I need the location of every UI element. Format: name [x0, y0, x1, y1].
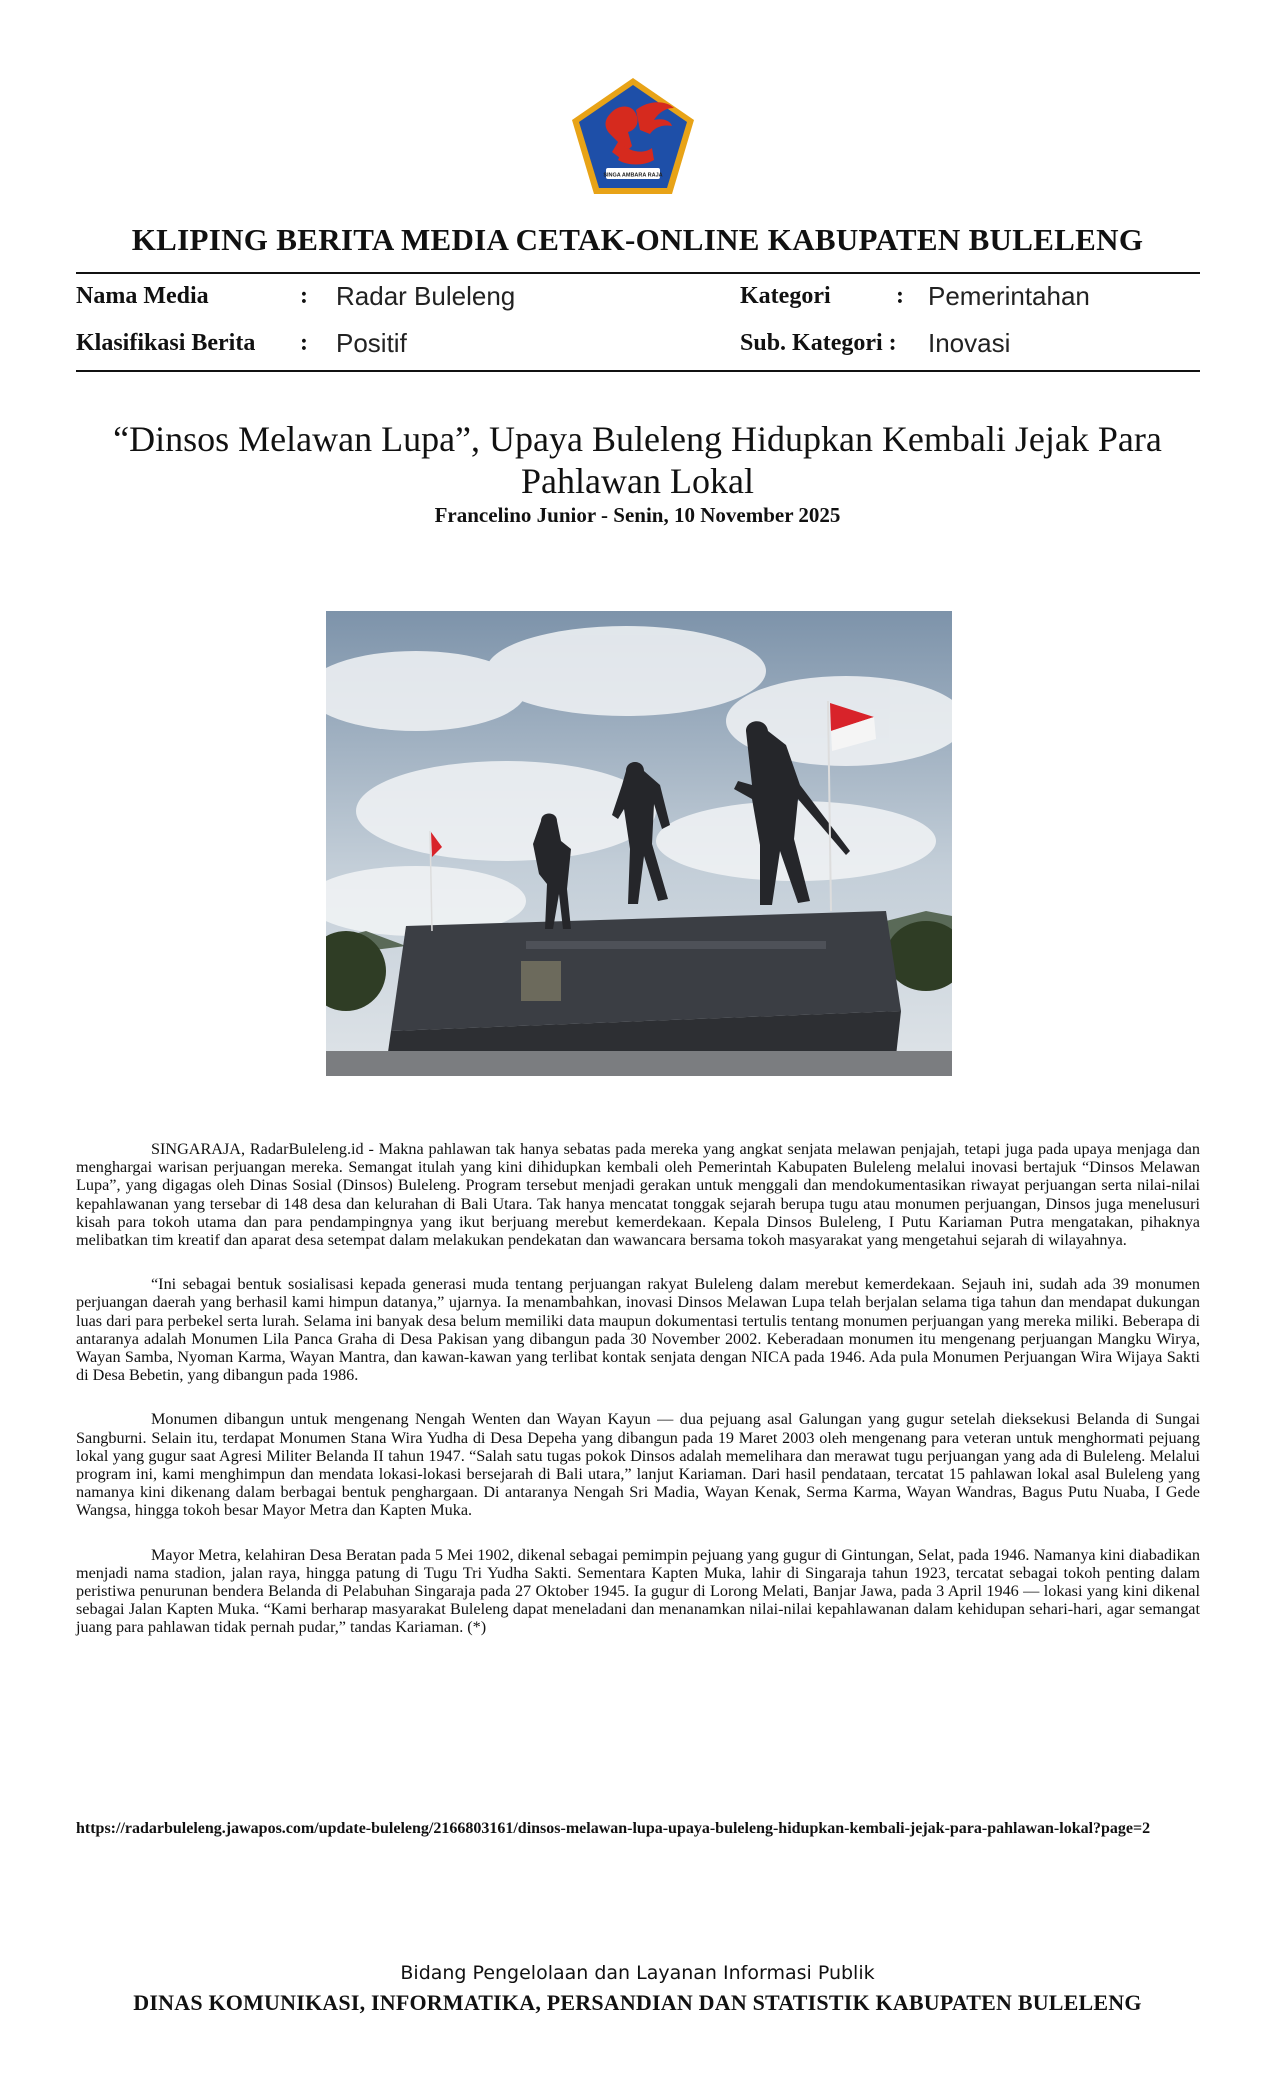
article-paragraph: Monumen dibangun untuk mengenang Nengah Wenten dan Wayan Kayun — dua pejuang asal Galungan yang gugur setelah dieksekusi Belanda di Sungai Sangburni. Selain itu, terdapat Monumen Stana Wira Yudha di Desa Depeha yang dibangun pada 19 Maret 2003 oleh mengenang para veteran untuk menghormati pejuang lokal yang gugur saat Agresi Militer Belanda II tahun 1947. “Salah satu tugas pokok Dinsos adalah memelihara dan merawat tugu perjuangan yang ada di Buleleng. Melalui program ini, kami menghimpun dan mendata lokasi-lokasi bersejarah di Bali utara,” lanjut Kariaman. Dari hasil pendataan, tercatat 15 pahlawan lokal asal Buleleng yang namanya kini dikenang dalam berbagai bentuk penghargaan. Di antaranya Nengah Sri Madia, Wayan Kenak, Serma Karma, Wayan Wandras, Bagus Putu Nuaba, I Gede Wangsa, hingga tokoh besar Mayor Metra dan Kapten Muka. [76, 1410, 1200, 1520]
nama-media-value: Radar Buleleng [336, 281, 516, 311]
header-divider-bottom [76, 370, 1200, 372]
nama-media-label: Nama Media [76, 283, 209, 309]
footer-agency: DINAS KOMUNIKASI, INFORMATIKA, PERSANDIAN DAN STATISTIK KABUPATEN BULELENG [133, 1990, 1142, 2015]
article-paragraph: Mayor Metra, kelahiran Desa Beratan pada 5 Mei 1902, dikenal sebagai pemimpin pejuang yang gugur di Gintungan, Selat, pada 1946. Namanya kini diabadikan menjadi nama stadion, jalan raya, hingga patung di Tugu Tri Yudha Sakti. Sementara Kapten Muka, lahir di Singaraja tahun 1923, tercatat sebagai tokoh penting dalam peristiwa penurunan bendera Belanda di Pelabuhan Singaraja pada 27 Oktober 1945. Ia gugur di Lorong Melati, Banjar Jawa, pada 3 April 1946 — lokasi yang kini dikenal sebagai Jalan Kapten Muka. “Kami berharap masyarakat Buleleng dapat meneladani dan menanamkan nilai-nilai kepahlawanan dalam kehidupan sehari-hari, agar semangat juang para pahlawan tidak pernah pudar,” tandas Kariaman. (*) [76, 1545, 1200, 1637]
kategori-colon: : [896, 283, 904, 309]
header-divider-top [76, 272, 1200, 274]
klasifikasi-value: Positif [336, 328, 407, 358]
kategori-value: Pemerintahan [928, 281, 1090, 311]
buleleng-logo [566, 74, 700, 198]
nama-media-colon: : [300, 283, 308, 309]
monument-photo [326, 611, 952, 1076]
article-body [76, 1140, 1200, 1663]
sub-kategori-value: Inovasi [928, 328, 1011, 358]
klasifikasi-label: Klasifikasi Berita [76, 330, 256, 356]
article-byline: Francelino Junior - Senin, 10 November 2025 [434, 503, 841, 527]
source-url[interactable]: https://radarbuleleng.jawapos.com/update-buleleng/2166803161/dinsos-melawan-lupa-upaya-buleleng-hidupkan-kembali-jejak-para-pahlawan-lokal?page=2 [76, 1820, 1151, 1837]
clipping-header-title: KLIPING BERITA MEDIA CETAK-ONLINE KABUPATEN BULELENG [131, 222, 1144, 257]
sub-kategori-label: Sub. Kategori : [740, 330, 897, 356]
article-paragraph: SINGARAJA, RadarBuleleng.id - Makna pahlawan tak hanya sebatas pada mereka yang angkat senjata melawan penjajah, tetapi juga pada upaya menjaga dan menghargai warisan perjuangan mereka. Semangat itulah yang kini dihidupkan kembali oleh Pemerintah Kabupaten Buleleng melalui inovasi bertajuk “Dinsos Melawan Lupa”, yang digagas oleh Dinas Sosial (Dinsos) Buleleng. Program tersebut menjadi gerakan untuk menggali dan mendokumentasikan riwayat perjuangan serta nilai-nilai kepahlawanan yang tersebar di 148 desa dan kelurahan di Bali Utara. Tak hanya mencatat tonggak sejarah berupa tugu atau monumen perjuangan, Dinsos juga menelusuri kisah para tokoh utama dan para pendampingnya yang ikut berjuang merebut kemerdekaan. Kepala Dinsos Buleleng, I Putu Kariaman Putra mengatakan, pihaknya melibatkan tim kreatif dan aparat desa setempat dalam melakukan pendekatan dan wawancara bersama tokoh masyarakat yang mengetahui sejarah di wilayahnya. [76, 1140, 1200, 1250]
article-title: “Dinsos Melawan Lupa”, Upaya Buleleng Hidupkan Kembali Jejak Para Pahlawan Lokal [113, 419, 1162, 501]
article-paragraph: “Ini sebagai bentuk sosialisasi kepada generasi muda tentang perjuangan rakyat Buleleng dalam merebut kemerdekaan. Sejauh ini, sudah ada 39 monumen perjuangan daerah yang berhasil kami himpun datanya,” ujarnya. Ia menambahkan, inovasi Dinsos Melawan Lupa telah berjalan selama tiga tahun dan mendapat dukungan luas dari para perbekel serta lurah. Selama ini banyak desa belum memiliki data maupun dokumentasi tertulis tentang monumen perjuangan yang mereka miliki. Beberapa di antaranya adalah Monumen Lila Panca Graha di Desa Pakisan yang dibangun pada 30 November 2002. Keberadaan monumen itu mengenang perjuangan Mangku Wirya, Wayan Samba, Nyoman Karma, Wayan Mantra, dan kawan-kawan yang terlibat kontak senjata dengan NICA pada 1946. Ada pula Monumen Perjuangan Wira Wijaya Sakti di Desa Bebetin, yang dibangun pada 1986. [76, 1275, 1200, 1385]
footer-division: Bidang Pengelolaan dan Layanan Informasi Publik [400, 1962, 875, 1984]
klasifikasi-colon: : [300, 330, 308, 356]
kategori-label: Kategori [740, 283, 831, 309]
logo-motto: SINGA AMBARA RAJA [603, 172, 663, 179]
